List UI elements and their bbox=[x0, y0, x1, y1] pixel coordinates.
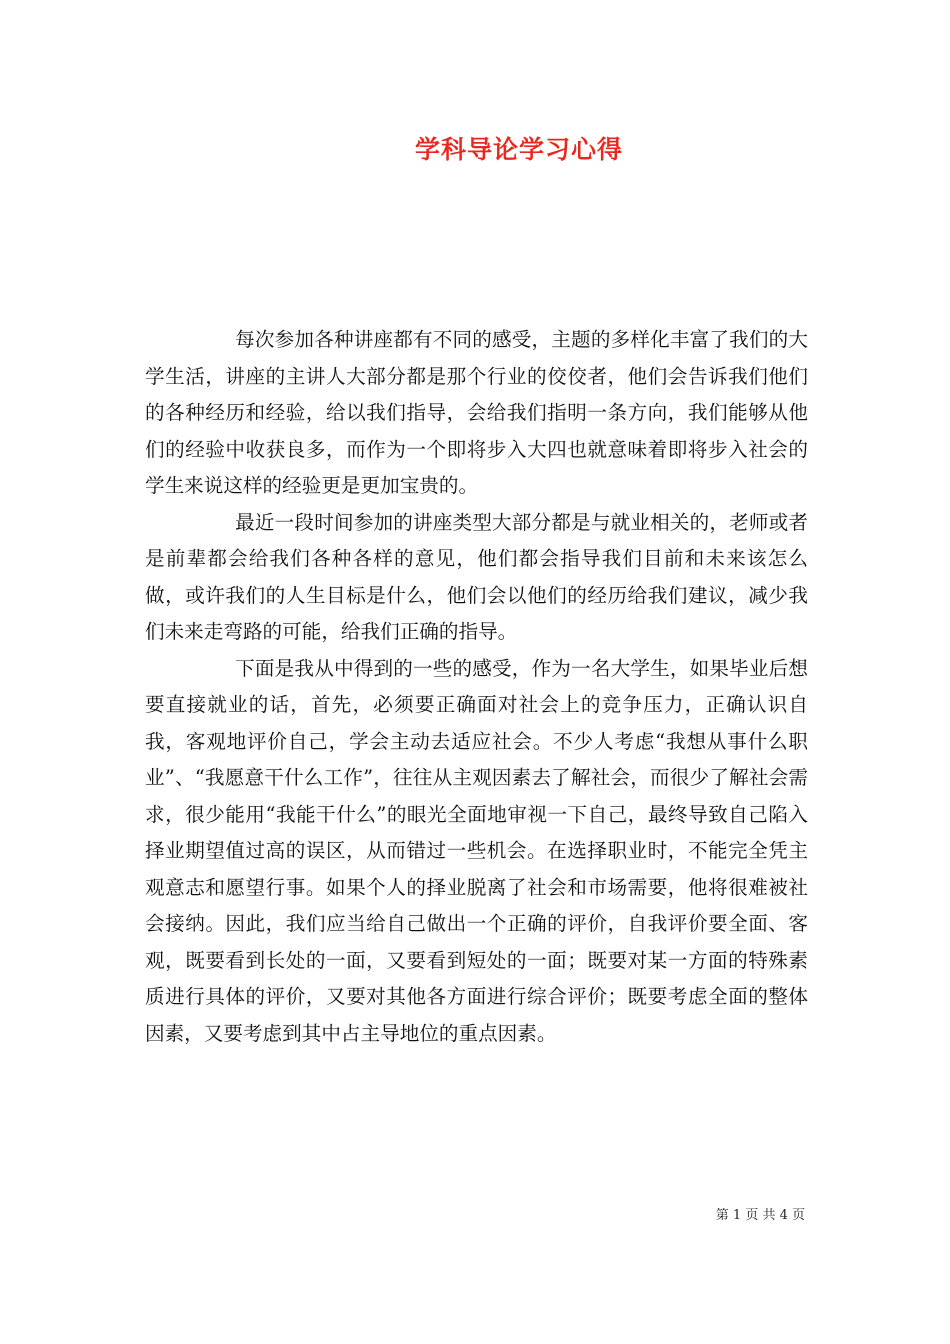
paragraph-3: 下面是我从中得到的一些的感受，作为一名大学生，如果毕业后想要直接就业的话，首先，必须要正确面对社会上的竞争压力，正确认识自我，客观地评价自己，学会主动去适应社会。不少人考虑“我想从事什么职业”、“我愿意干什么工作”，往往从主观因素去了解社会，而很少了解社会需求，很少能用“我能干什么”的眼光全面地审视一下自己，最终导致自己陷入择业期望值过高的误区，从而错过一些机会。在选择职业时，不能完全凭主观意志和愿望行事。如果个人的择业脱离了社会和市场需要，他将很难被社会接纳。因此，我们应当给自己做出一个正确的评价，自我评价要全面、客观，既要看到长处的一面，又要看到短处的一面；既要对某一方面的特殊素质进行具体的评价，又要对其他各方面进行综合评价；既要考虑全面的整体因素，又要考虑到其中占主导地位的重点因素。 bbox=[145, 656, 808, 1045]
page-number-footer: 第 1 页 共 4 页 bbox=[715, 1208, 805, 1223]
document-title: 学科导论学习心得 bbox=[414, 135, 623, 164]
document-body bbox=[145, 322, 808, 1052]
paragraph-1: 每次参加各种讲座都有不同的感受，主题的多样化丰富了我们的大学生活，讲座的主讲人大部分都是那个行业的佼佼者，他们会告诉我们他们的各种经历和经验，给以我们指导，会给我们指明一条方向，我们能够从他们的经验中收获良多，而作为一个即将步入大四也就意味着即将步入社会的学生来说这样的经验更是更加宝贵的。 bbox=[145, 328, 808, 497]
paragraph-2: 最近一段时间参加的讲座类型大部分都是与就业相关的，老师或者是前辈都会给我们各种各样的意见，他们都会指导我们目前和未来该怎么做，或许我们的人生目标是什么，他们会以他们的经历给我们建议，减少我们未来走弯路的可能，给我们正确的指导。 bbox=[145, 510, 808, 643]
